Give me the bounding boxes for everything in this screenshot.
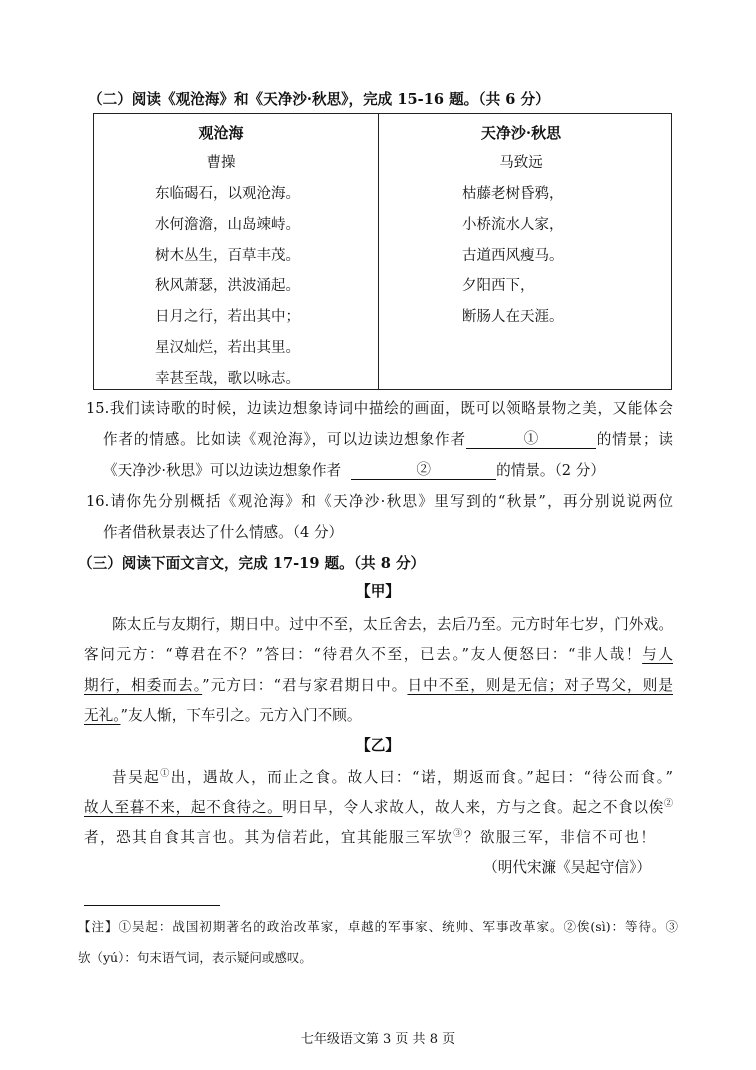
poem-line: 星汉灿烂，若出其里。 [155,339,300,356]
question-15-number: 15. [86,400,110,417]
answer-blank-2: ② [351,461,496,480]
question-15-line [103,461,673,481]
section-3-heading: （三）阅读下面文言文，完成 17-19 题。（共 8 分） [78,555,426,572]
poem-line: 秋风萧瑟，洪波涌起。 [155,278,300,295]
passage-a-line [84,676,673,696]
section-2-heading: （二）阅读《观沧海》和《天净沙·秋思》，完成 15-16 题。（共 6 分） [88,91,550,108]
passage-b-label: 【乙】 [356,737,400,754]
passage-text: 客问元方：“尊君在不？”答曰：“待君久不至，已去。”友人便怒曰：“非人哉！ [84,646,643,663]
footnote-line: 欤（yú）：句末语气词，表示疑问或感叹。 [78,950,312,965]
poem-table [93,113,672,390]
poem-line: 夕阳西下， [462,278,535,295]
poem-1-column [94,114,379,389]
footnote-marker: ① [160,769,171,779]
source-citation: （明代宋濂《吴起守信》） [483,859,651,876]
passage-b-line [84,768,673,788]
poem-2-author: 马致远 [499,155,543,172]
footnote-divider [84,905,220,906]
poem-line: 断肠人在天涯。 [462,309,564,325]
passage-text: 出，遇故人，而止之食。故人曰：“诺，期返而食。”起曰：“待公而食。” [170,769,673,786]
question-15-line [103,430,673,450]
question-16-line [86,492,673,512]
passage-text: 昔吴起 [112,769,161,786]
question-15-text: 作者的情感。比如读《观沧海》，可以边读边想象作者 [103,431,466,448]
passage-b-line [84,798,673,818]
poem-line: 东临碣石，以观沧海。 [155,186,300,202]
poem-line: 小桥流水人家， [462,216,564,233]
question-15-text: 的情景。（2 分） [496,462,605,479]
footnote-line: 【注】①吴起：战国初期著名的政治改革家，卓越的军事家、统帅、军事改革家。②俟(sì)：等待。③ [78,919,678,934]
footnote-marker: ③ [453,829,464,839]
poem-line: 日月之行，若出其中； [155,309,300,325]
poem-2-column [379,114,671,389]
question-15-text: 的情景；读 [595,431,673,448]
question-15-line [86,399,673,419]
question-16-number: 16. [86,493,110,510]
underlined-text: 日中不至，则是无信；对子骂父，则是 [407,677,673,694]
passage-text: ？欲服三军，非信不可也！ [463,829,655,846]
question-15-text: 《天净沙·秋思》可以边读边想象作者 [103,462,342,479]
passage-text: 明日早，令人求故人，故人来，方与之食。起之不食以俟 [282,799,664,816]
passage-text: 者，恐其自食其言也。其为信若此，宜其能服三军欤 [84,829,454,846]
poem-line: 古道西风瘦马。 [462,247,564,264]
passage-text: ”元方曰：“君与家君期日中。 [202,677,408,694]
underlined-text: 无礼。 [84,707,121,724]
passage-a-line [84,706,361,726]
page-footer: 七年级语文第 3 页 共 8 页 [300,1032,456,1047]
passage-a-label: 【甲】 [356,583,400,600]
question-16-text: 请你先分别概括《观沧海》和《天净沙·秋思》里写到的“秋景”，再分别说说两位 [109,493,673,510]
poem-line: 树木丛生，百草丰茂。 [155,247,300,264]
underlined-text: 故人至暮不来，起不食待之。 [84,799,283,816]
passage-a-line [84,645,673,665]
passage-a-line: 陈太丘与友期行，期日中。过中不至，太丘舍去，去后乃至。元方时年七岁，门外戏。 [112,616,673,633]
footnote-marker: ② [663,799,673,809]
poem-line: 水何澹澹，山岛竦峙。 [155,216,300,233]
poem-1-author: 曹操 [206,155,236,172]
poem-line: 枯藤老树昏鸦， [462,186,564,202]
question-16-line: 作者借秋景表达了什么情感。（4 分） [103,524,344,541]
poem-1-title: 观沧海 [198,123,244,142]
answer-blank-1: ① [466,430,596,449]
poem-line: 幸甚至哉，歌以咏志。 [155,370,300,387]
passage-text: ”友人惭，下车引之。元方入门不顾。 [120,707,362,724]
passage-b-line [84,828,655,848]
poem-2-title: 天净沙·秋思 [480,123,562,142]
underlined-text: 与人 [642,646,673,663]
underlined-text: 期行，相委而去。 [84,677,203,694]
question-15-text: 我们读诗歌的时候，边读边想象诗词中描绘的画面，既可以领略景物之美，又能体会 [109,400,673,417]
